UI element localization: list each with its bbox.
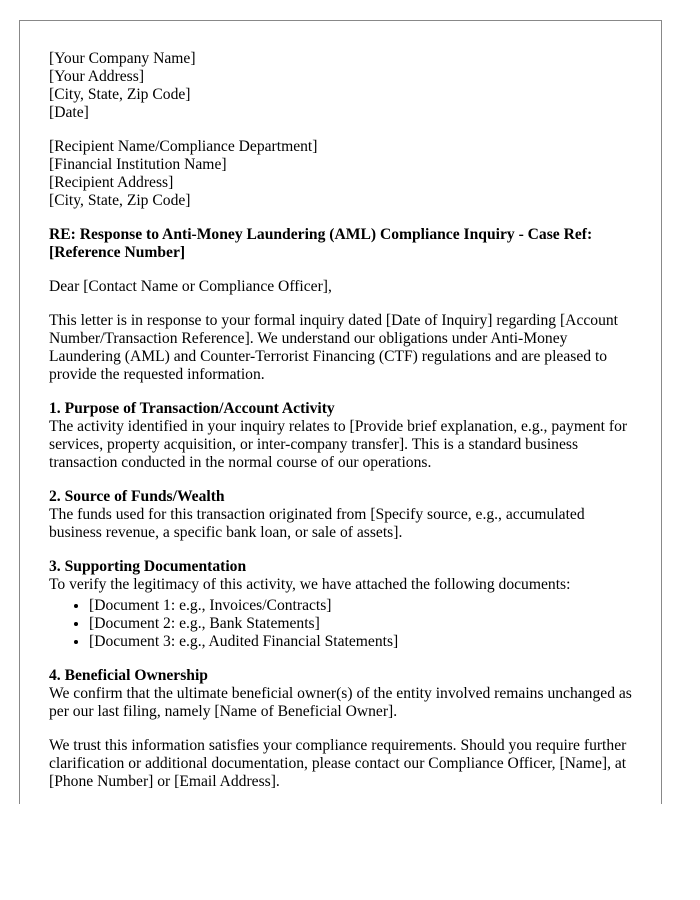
intro-paragraph: This letter is in response to your formal inquiry dated [Date of Inquiry] regarding [Account Number/Transaction Reference]. We understand our obligations under Anti-Money Laundering (AML) and Counter-Terrorist Financing (CTF) regulations and are pleased to provide the requested information. (49, 312, 619, 383)
letter-date: [Date] (49, 104, 89, 121)
section-body: To verify the legitimacy of this activity, we have attached the following documents: (49, 576, 571, 593)
section-heading: 4. Beneficial Ownership (49, 667, 208, 684)
section-heading: 1. Purpose of Transaction/Account Activity (49, 400, 335, 417)
recipient-block (49, 138, 641, 210)
list-item: • [Document 2: e.g., Bank Statements] (89, 615, 641, 633)
sender-city-state-zip: [City, State, Zip Code] (49, 86, 191, 103)
sender-address: [Your Address] (49, 68, 145, 85)
sender-company: [Your Company Name] (49, 50, 196, 67)
section-supporting-documentation (49, 558, 641, 651)
letter-page (19, 20, 662, 804)
recipient-name: [Recipient Name/Compliance Department] (49, 138, 318, 155)
document-list (49, 597, 641, 651)
section-source-of-funds (49, 488, 641, 542)
section-beneficial-ownership (49, 667, 641, 721)
list-item: • [Document 1: e.g., Invoices/Contracts] (89, 597, 641, 615)
section-purpose (49, 400, 641, 472)
closing-paragraph: We trust this information satisfies your compliance requirements. Should you require further clarification or additional documentation, please contact our Compliance Officer, [Name], at [Phone Number] or [Email Address]. (49, 737, 627, 790)
section-heading: 2. Source of Funds/Wealth (49, 488, 225, 505)
recipient-city-state-zip: [City, State, Zip Code] (49, 192, 191, 209)
section-body: We confirm that the ultimate beneficial owner(s) of the entity involved remains unchanged as per our last filing, namely [Name of Beneficial Owner]. (49, 685, 632, 720)
list-item: • [Document 3: e.g., Audited Financial Statements] (89, 633, 641, 651)
recipient-institution: [Financial Institution Name] (49, 156, 227, 173)
section-heading: 3. Supporting Documentation (49, 558, 247, 575)
sender-block (49, 50, 641, 122)
section-body: The activity identified in your inquiry relates to [Provide brief explanation, e.g., payment for services, property acquisition, or inter-company transfer]. This is a standard business transaction conducted in the normal course of our operations. (49, 418, 628, 471)
salutation: Dear [Contact Name or Compliance Officer], (49, 278, 332, 295)
recipient-address: [Recipient Address] (49, 174, 174, 191)
subject-line: RE: Response to Anti-Money Laundering (AML) Compliance Inquiry - Case Ref: [Reference Number] (49, 226, 593, 261)
section-body: The funds used for this transaction originated from [Specify source, e.g., accumulated business revenue, a specific bank loan, or sale of assets]. (49, 506, 585, 541)
